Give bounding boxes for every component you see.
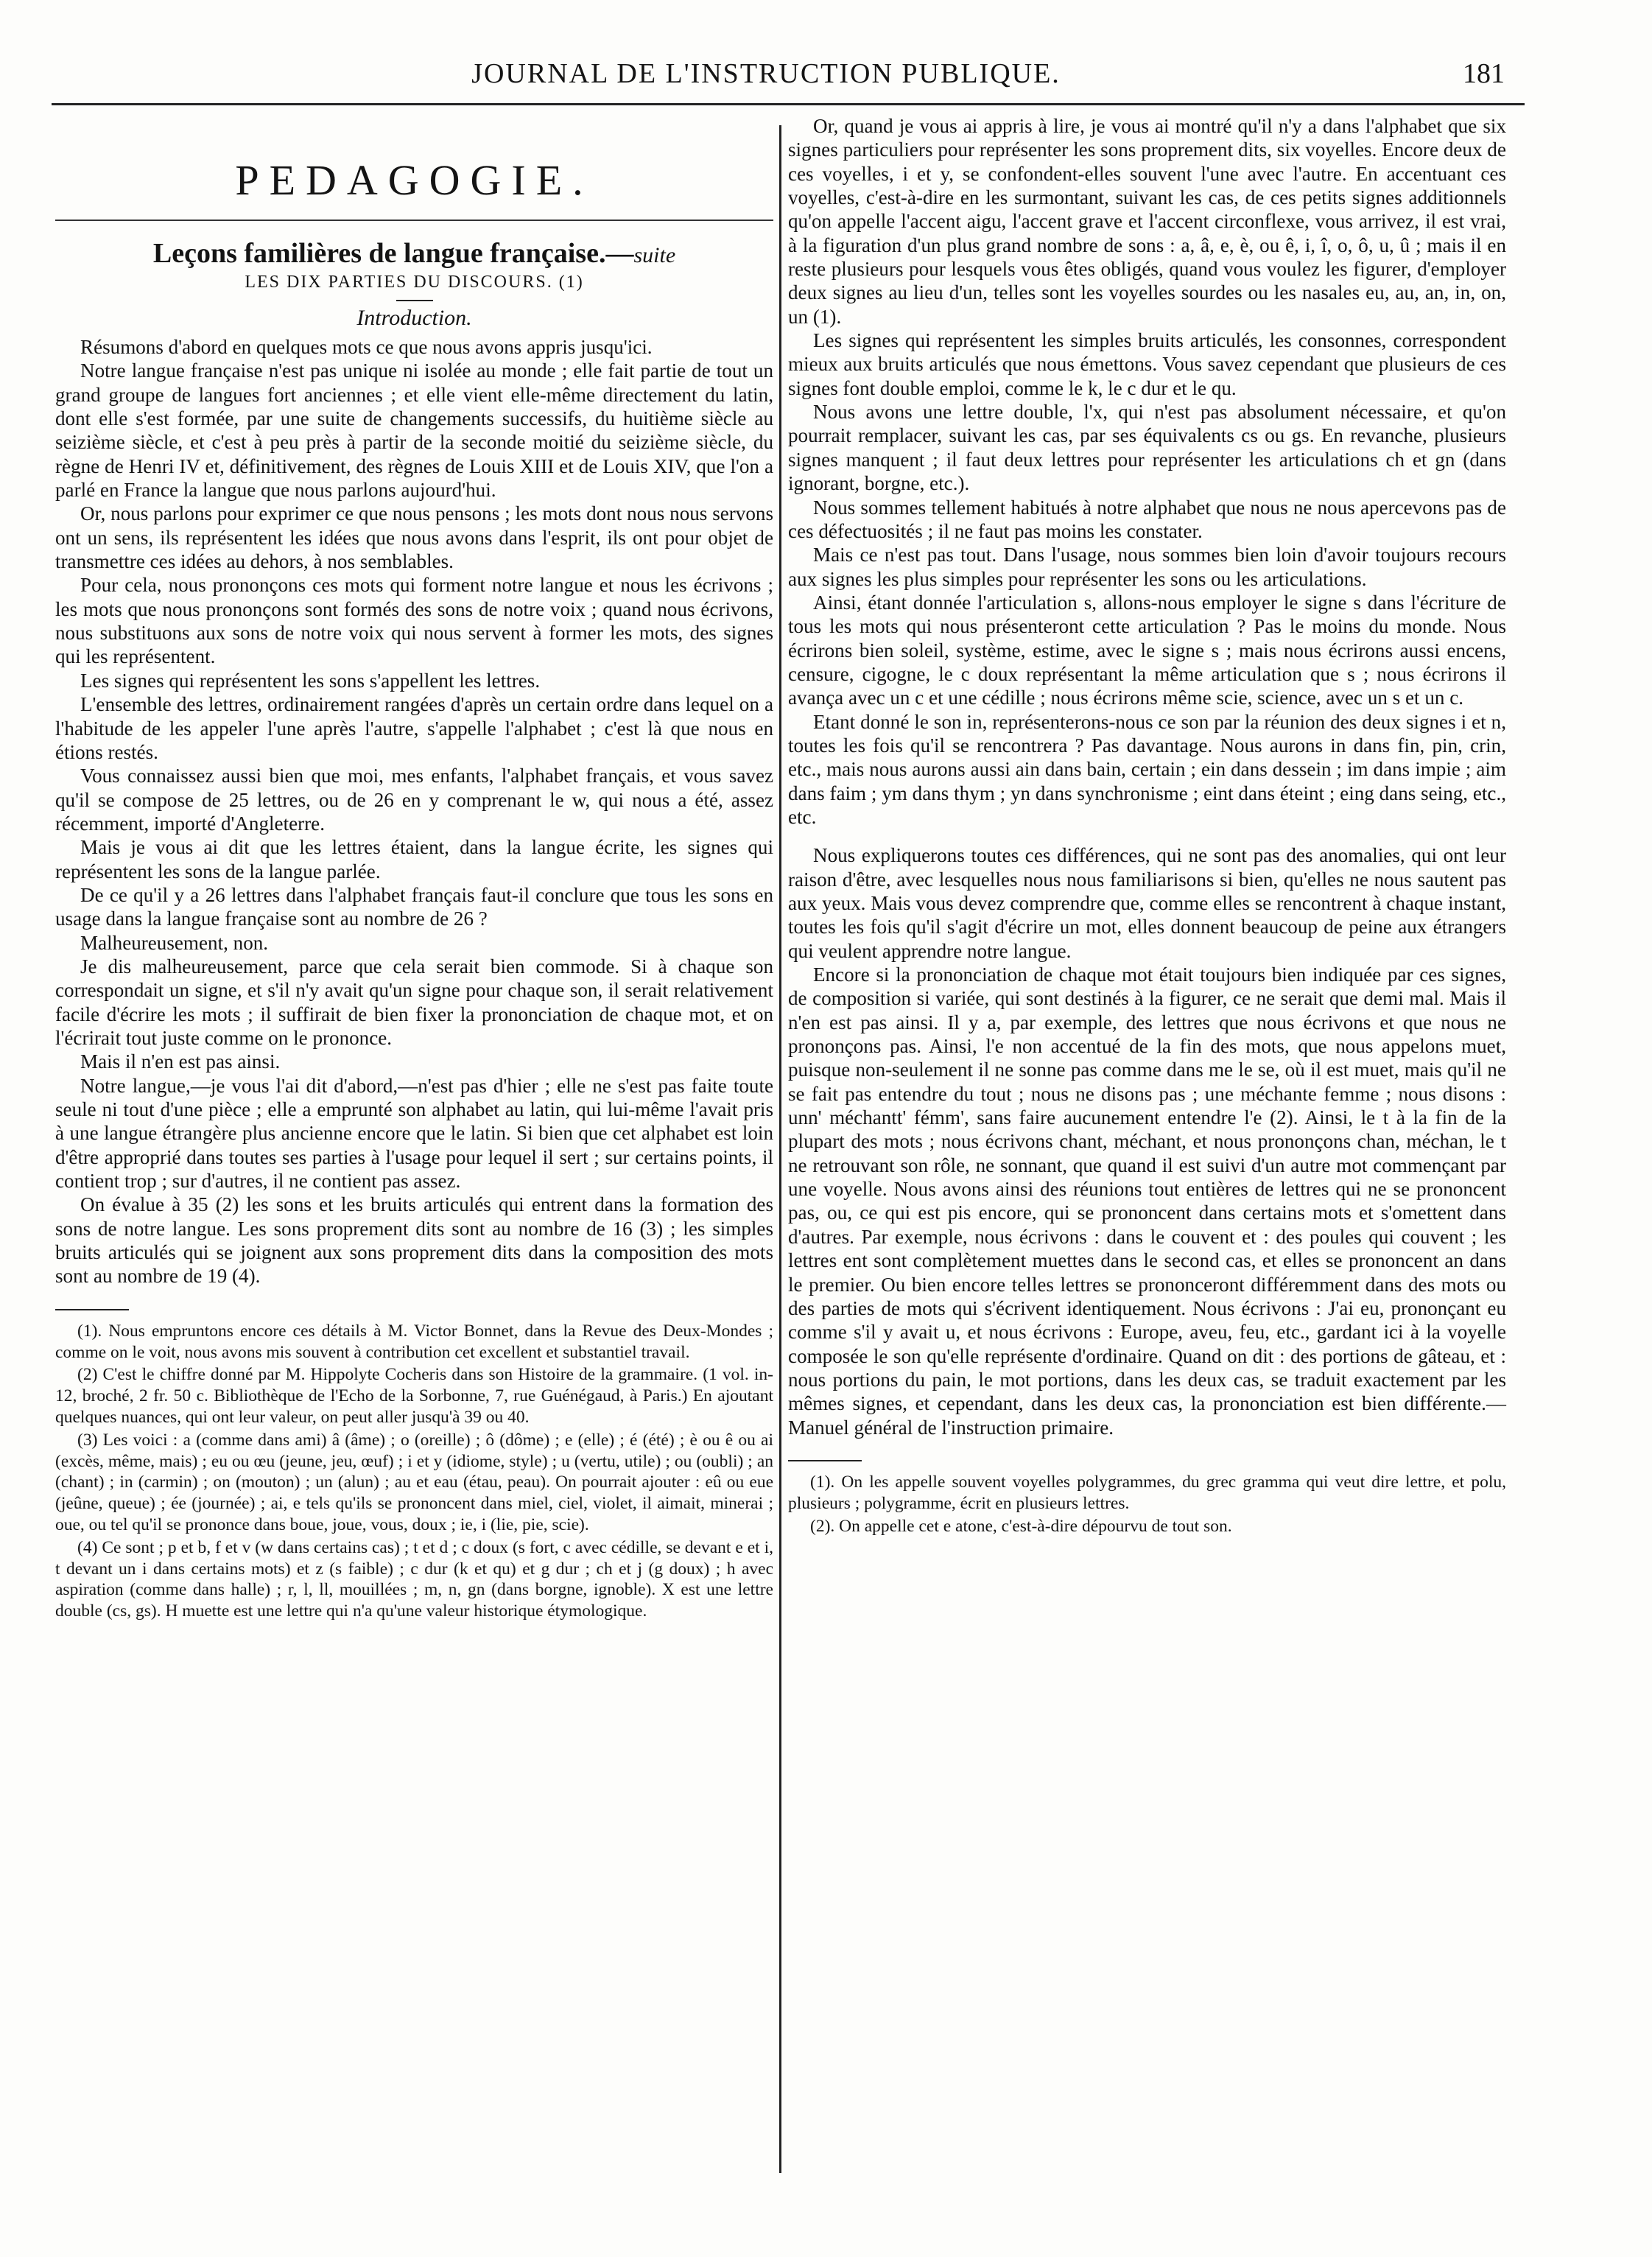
section-title: PEDAGOGIE. — [235, 156, 594, 204]
paragraph: Résumons d'abord en quelques mots ce que nous avons appris jusqu'ici. — [80, 336, 653, 358]
paragraph: Je dis malheureusement, parce que cela serait bien commode. Si à chaque son correspondait un signe, et s'il n'y avait qu'un signe pour chaque son, il serait relativement facile d'écrire les mots ; il suffirait de bien fixer la prononciation de chaque mot, et on l'écrirait tout juste comme on le prononce. — [55, 955, 773, 1049]
footnote: (2) C'est le chiffre donné par M. Hippolyte Cocheris dans son Histoire de la grammaire. (1 vol. in-12, broché, 2 fr. 50 c. Bibliothèque de l'Echo de la Sorbonne, 7, rue Guénégaud, à Paris.) En ajoutant quelques nuances, qui ont leur valeur, on peut aller jusqu'à 39 ou 40. — [55, 1365, 773, 1427]
right-column — [788, 114, 1506, 1538]
column-divider — [779, 125, 781, 2173]
paragraph: Malheureusement, non. — [80, 931, 269, 954]
paragraph: Mais il n'en est pas ainsi. — [80, 1050, 281, 1073]
header-rule — [52, 103, 1525, 105]
running-title: JOURNAL DE L'INSTRUCTION PUBLIQUE. — [471, 58, 1061, 89]
page-number: 181 — [1463, 58, 1505, 89]
paragraph: Ainsi, étant donnée l'articulation s, allons-nous employer le signe s dans l'écriture de tous les mots qui nous présenteront cette articulation ? Pas le moins du monde. Nous écrirons bien soleil, système, estime, avec le signe s ; mais nous écrirons aussi encens, censure, cigogne, le c doux représentant la même articulation que s ; nous écrirons il avança avec un c et une cédille ; nous écrirons même scie, science, avec un s et un c. — [788, 591, 1506, 709]
footnote: (2). On appelle cet e atone, c'est-à-dire dépourvu de tout son. — [810, 1516, 1232, 1536]
paragraph: Nous sommes tellement habitués à notre alphabet que nous ne nous apercevons pas de ces défectuosités ; il ne faut pas moins les constater. — [788, 496, 1506, 542]
paragraph: Mais je vous ai dit que les lettres étaient, dans la langue écrite, les signes qui représentent les sons de la langue parlée. — [55, 836, 773, 882]
paragraph: Vous connaissez aussi bien que moi, mes enfants, l'alphabet français, et vous savez qu'il se compose de 25 lettres, ou de 26 en y comprenant le w, qui nous a été, assez récemment, importé d'Angleterre. — [55, 765, 773, 835]
paragraph: Notre langue française n'est pas unique ni isolée au monde ; elle fait partie de tout un grand groupe de langues fort anciennes ; et elle vient elle-même directement du latin, dont elle s'est formée, par une suite de changements successifs, du huitième siècle au seizième siècle, et c'est à peu près à partir de la seconde moitié du seizième siècle, du règne de Henri IV et, définitivement, des règnes de Louis XIII et de Louis XIV, que l'on a parlé en France la langue que nous parlons aujourd'hui. — [55, 359, 773, 502]
paragraph: Or, quand je vous ai appris à lire, je vous ai montré qu'il n'y a dans l'alphabet que six signes particuliers pour représenter les sons proprement dits, six voyelles. Encore deux de ces voyelles, i et y, se confondent-elles souvent l'une avec l'autre. En accentuant ces voyelles, c'est-à-dire en les surmontant, suivant les cas, de ces petits signes additionnels qu'on appelle l'accent aigu, l'accent grave et l'accent circonflexe, vous arrivez, il est vrai, à la figuration d'un plus grand nombre de sons : a, â, e, è, ou ê, i, î, o, ô, u, û ; mais il en reste plusieurs pour lesquels vous êtes obligés, quand vous voulez les figurer, d'employer deux signes au lieu d'un, telles sont les voyelles sourdes ou les nasales eu, au, an, in, on, un (1). — [788, 115, 1506, 328]
lesson-title — [55, 237, 773, 270]
section-title-rule — [55, 220, 773, 221]
paragraph: Or, nous parlons pour exprimer ce que nous pensons ; les mots dont nous nous servons ont un sens, ils représentent les idées que nous avons dans l'esprit, ils ont pour objet de transmettre ces idées au dehors, à nos semblables. — [55, 502, 773, 573]
footnote: (4) Ce sont ; p et b, f et v (w dans certains cas) ; t et d ; c doux (s fort, c avec cédille, se devant e et i, t devant un i dans certains mots) et z (s faible) ; c dur (k et qu) et g dur ; ch et j (g doux) ; h avec aspiration (comme dans halle) ; r, l, ll, mouillées ; m, n, gn (dans borgne, ignoble). X est une lettre double (cs, gs). H muette est une lettre qui n'a qu'une valeur historique étymologique. — [55, 1537, 773, 1621]
paragraph: Etant donné le son in, représenterons-nous ce son par la réunion des deux signes i et n, toutes les fois qu'il se rencontrera ? Pas davantage. Nous aurons in dans fin, pin, crin, etc., mais nous aurons aussi ain dans bain, certain ; ein dans dessein ; im dans impie ; aim dans faim ; ym dans thym ; yn dans synchronisme ; eint dans éteint ; eing dans seing, etc., etc. — [788, 710, 1506, 828]
footnote: (3) Les voici : a (comme dans ami) â (âme) ; o (oreille) ; ô (dôme) ; e (elle) ; é (été) ; è ou ê ou ai (excès, même, mais) ; eu ou œu (jeune, jeu, œuf) ; i et y (idiome, style) ; u (vertu, utile) ; ou (oubli) ; an (chant) ; in (carmin) ; on (mouton) ; un (alun) ; au et eau (étau, peau). On pourrait ajouter : eû ou eue (jeûne, queue) ; ée (journée) ; ai, e tels qu'ils se prononcent dans miel, ciel, violet, il aimait, minerai ; oue, ou tel qu'il se prononce dans boue, joue, vous, doux ; ie, i (lie, pie, scie). — [55, 1430, 773, 1534]
lesson-subtitle: LES DIX PARTIES DU DISCOURS. (1) — [245, 273, 584, 292]
paragraph: De ce qu'il y a 26 lettres dans l'alphabet français faut-il conclure que tous les sons en usage dans la langue française sont au nombre de 26 ? — [55, 883, 773, 930]
paragraph: Pour cela, nous prononçons ces mots qui forment notre langue et nous les écrivons ; les mots que nous prononçons sont formés des sons de notre voix ; quand nous écrivons, nous substituons aux sons de notre voix qui nous servent à former les mots, des signes qui les représentent. — [55, 574, 773, 668]
paragraph: Nous avons une lettre double, l'x, qui n'est pas absolument nécessaire, et qu'on pourrait remplacer, suivant les cas, par ses équivalents cs ou gs. En revanche, plusieurs signes manquent ; il faut deux lettres pour représenter les articulations ch et gn (dans ignorant, borgne, etc.). — [788, 401, 1506, 495]
paragraph: Les signes qui représentent les simples bruits articulés, les consonnes, correspondent mieux aux bruits articulés que nous émettons. Vous savez cependant que plusieurs de ces signes font double emploi, comme le k, le c dur et le qu. — [788, 329, 1506, 399]
paragraph: L'ensemble des lettres, ordinairement rangées d'après un certain ordre dans lequel on a l'habitude de les appeler l'une après l'autre, s'appelle l'alphabet ; c'est là que nous en étions restés. — [55, 693, 773, 763]
paragraph: Mais ce n'est pas tout. Dans l'usage, nous sommes bien loin d'avoir toujours recours aux signes les plus simples pour représenter les sons ou les articulations. — [788, 544, 1506, 590]
paragraph: Nous expliquerons toutes ces différences, qui ne sont pas des anomalies, qui ont leur raison d'être, avec lesquelles nous nous familiarisons si bien, qu'elles ne nous sautent pas aux yeux. Mais vous devez comprendre que, comme elles se rencontrent à chaque instant, toutes les fois qu'il s'agit d'écrire un mot, elles donnent beaucoup de peine aux étrangers qui veulent apprendre notre langue. — [788, 844, 1506, 962]
footnote-rule — [55, 1309, 129, 1310]
footnote: (1). Nous empruntons encore ces détails à M. Victor Bonnet, dans la Revue des Deux-Mondes ; comme on le voit, nous avons mis souvent à contribution cet excellent et substantiel travail. — [55, 1321, 773, 1362]
paragraph-gap — [788, 829, 1506, 843]
footnote: (1). On les appelle souvent voyelles polygrammes, du grec gramma qui veut dire lettre, et polu, plusieurs ; polygramme, écrit en plusieurs lettres. — [788, 1472, 1506, 1513]
lesson-title-text: Leçons familières de langue française.— — [152, 238, 634, 269]
paragraph: On évalue à 35 (2) les sons et les bruits articulés qui entrent dans la formation des sons de notre langue. Les sons proprement dits sont au nombre de 16 (3) ; les simples bruits articulés qui se joignent aux sons proprement dits dans la composition des mots sont au nombre de 19 (4). — [55, 1193, 773, 1288]
introduction-heading: Introduction. — [356, 306, 472, 330]
left-column — [55, 114, 773, 1624]
lesson-title-suffix: suite — [633, 243, 676, 267]
paragraph: Les signes qui représentent les sons s'appellent les lettres. — [80, 669, 541, 692]
footnote-rule — [788, 1460, 862, 1461]
paragraph: Encore si la prononciation de chaque mot était toujours bien indiquée par ces signes, de composition si variée, qui sont destinés à la figurer, ce ne serait que demi mal. Mais il n'en est pas ainsi. Il y a, par exemple, des lettres que nous écrivons et que nous ne prononçons pas. Ainsi, l'e non accentué de la fin des mots, que nous appelons muet, puisque non-seulement il ne sonne pas comme dans me le se, où il est muet, mais qu'il ne se fait pas entendre du tout ; nous ne disons pas ; une méchante femme ; nous disons : unn' méchantt' fémm', sans faire aucunement entendre l'e (2). Ainsi, le t à la fin de la plupart des mots ; nous écrivons chant, méchant, et nous prononçons chan, méchan, le t ne retrouvant son rôle, ne sonnant, que quand il est suivi d'un autre mot commençant par une voyelle. Nous avons ainsi des réunions tout entières de lettres qui ne se prononcent pas, ou, ce qui est pis encore, qui se prononcent dans certains mots et s'omettent dans d'autres. Par exemple, nous écrivons : dans le couvent et : des poules qui couvent ; les lettres ent sont complètement muettes dans le second cas, et elles se prononcent an dans le premier. Ou bien encore telles lettres se prononceront différemment dans des mots ou des parties de mots qui s'écrivent identiquement. Nous écrivons : J'ai eu, prononçant eu comme s'il y avait u, et nous écrivons : Europe, aveu, feu, etc., gardant ici à la voyelle composée le son qu'elle représente d'ordinaire. Quand on dit : des portions de gâteau, et : nous portions du pain, le mot portions, dans les deux cas, se traduit exactement par les mêmes signes, et cependant, dans les deux cas, la prononciation est bien différente.—Manuel général de l'instruction primaire. — [788, 963, 1506, 1439]
paragraph: Notre langue,—je vous l'ai dit d'abord,—n'est pas d'hier ; elle ne s'est pas faite toute seule ni tout d'une pièce ; elle a emprunté son alphabet au latin, qui lui-même l'avait pris à une langue étrangère plus ancienne encore que le latin. Si bien que cet alphabet est loin d'être approprié dans toutes ses parties à l'usage pour lequel il sert ; sur certains points, il contient trop ; sur d'autres, il ne contient pas assez. — [55, 1074, 773, 1193]
subtitle-rule — [396, 300, 433, 301]
